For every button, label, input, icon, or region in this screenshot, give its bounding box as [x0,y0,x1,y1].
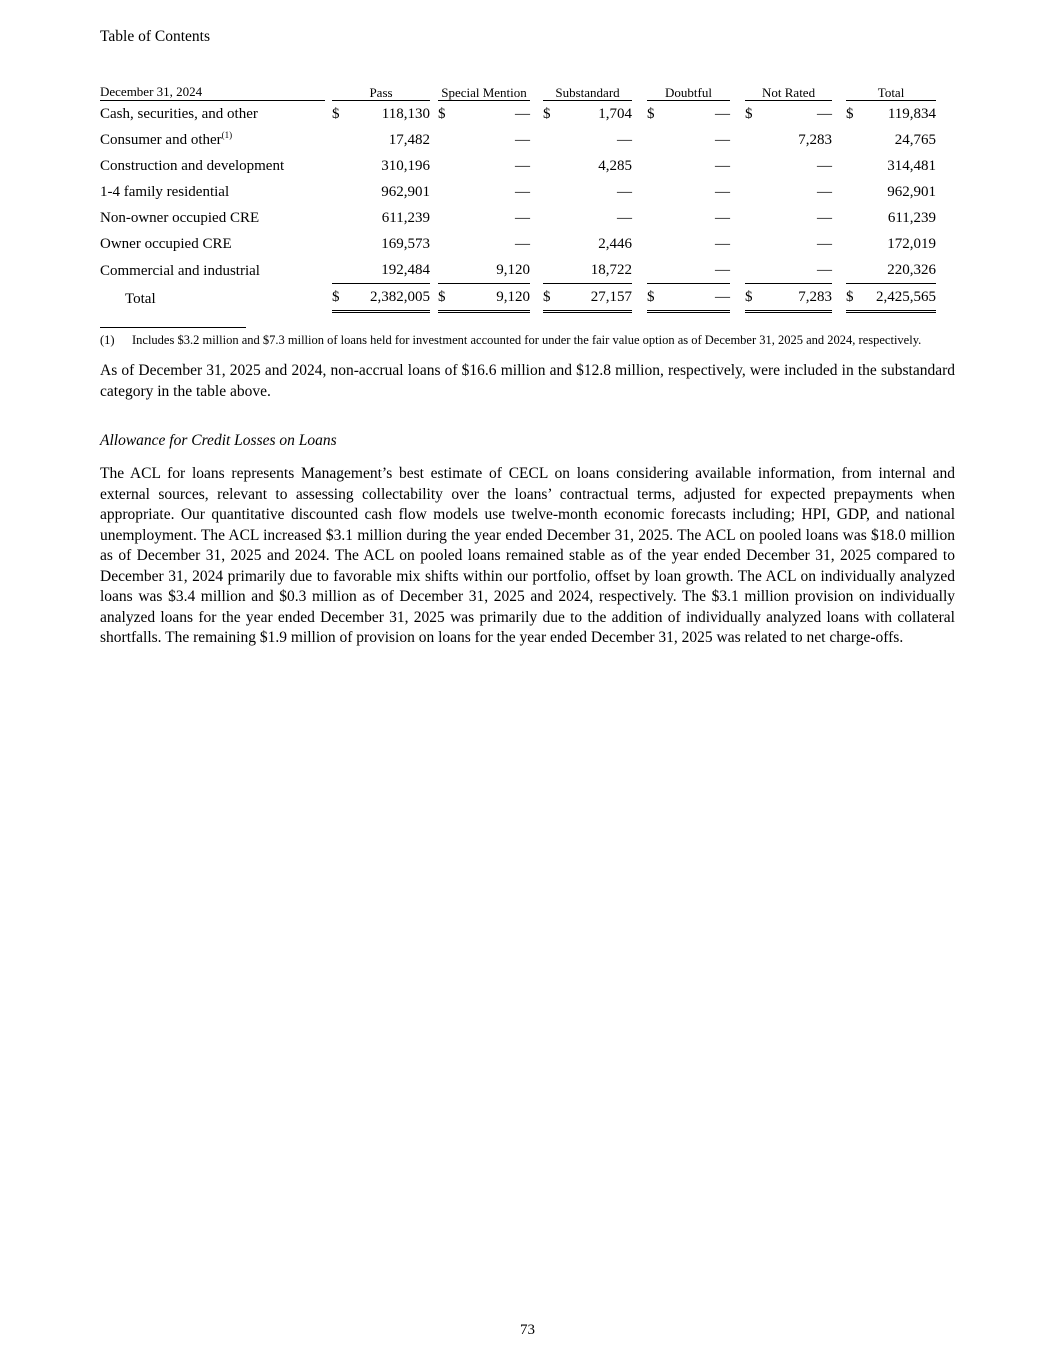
row-label: Total [125,290,156,307]
substandard-value: — [617,210,633,226]
pass-value: 611,239 [381,210,430,226]
currency-cell [647,231,660,257]
table-date-header: December 31, 2024 [100,84,325,101]
currency-cell [543,179,556,205]
currency-cell [647,127,660,153]
total-value: 220,326 [859,257,936,284]
currency-cell: $ [745,284,758,312]
currency-cell: $ [846,284,859,312]
table-header-row [100,84,936,101]
footnote-marker: (1) [100,333,115,347]
pass-value: 310,196 [381,158,430,174]
total-value: 172,019 [887,236,937,252]
total-value: 962,901 [887,184,937,200]
doubtful-value: — [715,106,731,122]
currency-cell: $ [647,106,655,122]
substandard-value: 1,704 [598,106,633,122]
special-mention-value: — [515,210,531,226]
special-mention-value: — [515,158,531,174]
not-rated-value: — [758,257,832,284]
pass-value: 169,573 [381,236,430,252]
total-value: 611,239 [887,210,937,226]
currency-cell: $ [438,284,451,312]
table-row [100,257,936,284]
currency-cell [846,231,859,257]
currency-cell [846,127,859,153]
currency-cell [745,179,758,205]
currency-cell [543,127,556,153]
doubtful-value: — [660,284,730,312]
row-label: Consumer and other$^{(1)}$ [100,130,233,148]
special-mention-value: — [515,184,531,200]
row-label: Cash, securities, and other [100,106,258,122]
total-value: 314,481 [887,158,937,174]
currency-cell: $ [745,106,753,122]
currency-cell [543,153,556,179]
not-rated-value: 7,283 [798,132,833,148]
table-row [100,127,936,153]
currency-cell: $ [846,106,854,122]
special-mention-value: 9,120 [451,284,530,312]
currency-cell: $ [543,106,551,122]
table-row [100,179,936,205]
currency-cell [332,179,345,205]
column-header-not-rated: Not Rated [745,84,832,101]
substandard-value: 27,157 [556,284,632,312]
currency-cell [745,205,758,231]
currency-cell [438,231,451,257]
currency-cell [543,257,556,284]
not-rated-value: — [817,106,833,122]
currency-cell [332,127,345,153]
currency-cell: $ [332,106,340,122]
currency-cell: $ [438,106,446,122]
table-of-contents-link[interactable]: Table of Contents [100,28,210,45]
page-number: 73 [520,1322,535,1338]
total-value: 24,765 [894,132,937,148]
currency-cell [647,153,660,179]
substandard-value: 4,285 [598,158,633,174]
currency-cell [745,231,758,257]
column-header-substandard: Substandard [543,84,632,101]
not-rated-value: 7,283 [758,284,832,312]
pass-value: 962,901 [381,184,430,200]
special-mention-value: — [515,132,531,148]
currency-cell [332,231,345,257]
row-label: Construction and development [100,158,285,174]
currency-cell [438,179,451,205]
not-rated-value: — [817,158,833,174]
table-row [100,205,936,231]
acl-section-heading: Allowance for Credit Losses on Loans [100,432,337,449]
row-label: Commercial and industrial [100,262,260,279]
currency-cell [332,205,345,231]
currency-cell [438,153,451,179]
currency-cell [543,205,556,231]
currency-cell [647,179,660,205]
doubtful-value: — [715,210,731,226]
column-header-total: Total [846,84,936,101]
pass-value: 192,484 [345,257,430,284]
table-row [100,153,936,179]
special-mention-value: — [515,106,531,122]
currency-cell [745,153,758,179]
footnote-separator [100,327,246,328]
footnote [100,332,955,348]
row-label: Owner occupied CRE [100,236,232,252]
credit-quality-table [100,84,936,313]
not-rated-value: — [817,236,833,252]
currency-cell [438,205,451,231]
substandard-value: — [617,184,633,200]
currency-cell [846,153,859,179]
row-label: Non-owner occupied CRE [100,210,260,226]
currency-cell [543,231,556,257]
currency-cell [332,257,345,284]
column-header-doubtful: Doubtful [647,84,730,101]
currency-cell [438,257,451,284]
total-value: 2,425,565 [859,284,936,312]
doubtful-value: — [660,257,730,284]
currency-cell [332,153,345,179]
doubtful-value: — [715,158,731,174]
special-mention-value: 9,120 [451,257,530,284]
non-accrual-paragraph: As of December 31, 2025 and 2024, non-accrual loans of $16.6 million and $12.8 million, respectively, were included in the substandard category in the table above. [100,362,955,400]
footnote-text: Includes $3.2 million and $7.3 million of loans held for investment accounted for under the fair value option as of December 31, 2025 and 2024, respectively. [132,333,922,347]
currency-cell [846,257,859,284]
currency-cell [647,205,660,231]
doubtful-value: — [715,236,731,252]
special-mention-value: — [515,236,531,252]
row-label: 1-4 family residential [100,184,230,200]
column-header-pass: Pass [332,84,430,101]
footnote-ref: (1) [221,130,233,140]
substandard-value: — [617,132,633,148]
table-row [100,101,936,128]
currency-cell: $ [332,284,345,312]
not-rated-value: — [817,184,833,200]
table-total-row [100,284,936,312]
pass-value: 2,382,005 [345,284,430,312]
currency-cell [846,179,859,205]
currency-cell: $ [647,284,660,312]
currency-cell: $ [543,284,556,312]
currency-cell [745,257,758,284]
not-rated-value: — [817,210,833,226]
page-footer [100,1322,955,1339]
total-value: 119,834 [887,106,937,122]
doubtful-value: — [715,132,731,148]
currency-cell [745,127,758,153]
currency-cell [846,205,859,231]
pass-value: 17,482 [388,132,430,148]
table-row [100,231,936,257]
doubtful-value: — [715,184,731,200]
substandard-value: 2,446 [598,236,633,252]
substandard-value: 18,722 [556,257,632,284]
acl-paragraph: The ACL for loans represents Management’s best estimate of CECL on loans considering available information, from internal and external sources, relevant to assessing collectability over the loans’ contractual terms, adjusted for expected prepayments when appropriate. Our quantitative discounted cash flow models use twelve-month economic forecasts including; HPI, GDP, and national unemployment. The ACL increased $3.1 million during the year ended December 31, 2025. The ACL on pooled loans was $18.0 million as of December 31, 2025 and 2024. The ACL on pooled loans remained stable as of the year ended December 31, 2025 compared to December 31, 2024 primarily due to favorable mix shifts within our portfolio, offset by loan growth. The ACL on individually analyzed loans was $3.4 million and $0.3 million as of December 31, 2025 and 2024, respectively. The $3.1 million provision on individually analyzed loans for the year ended December 31, 2025 was primarily due to the addition of individually analyzed loans with collateral shortfalls. The remaining $1.9 million of provision on loans for the year ended December 31, 2025 was related to net charge-offs. [100,465,955,646]
pass-value: 118,130 [381,106,430,122]
currency-cell [438,127,451,153]
column-header-special-mention: Special Mention [438,84,530,101]
currency-cell [647,257,660,284]
